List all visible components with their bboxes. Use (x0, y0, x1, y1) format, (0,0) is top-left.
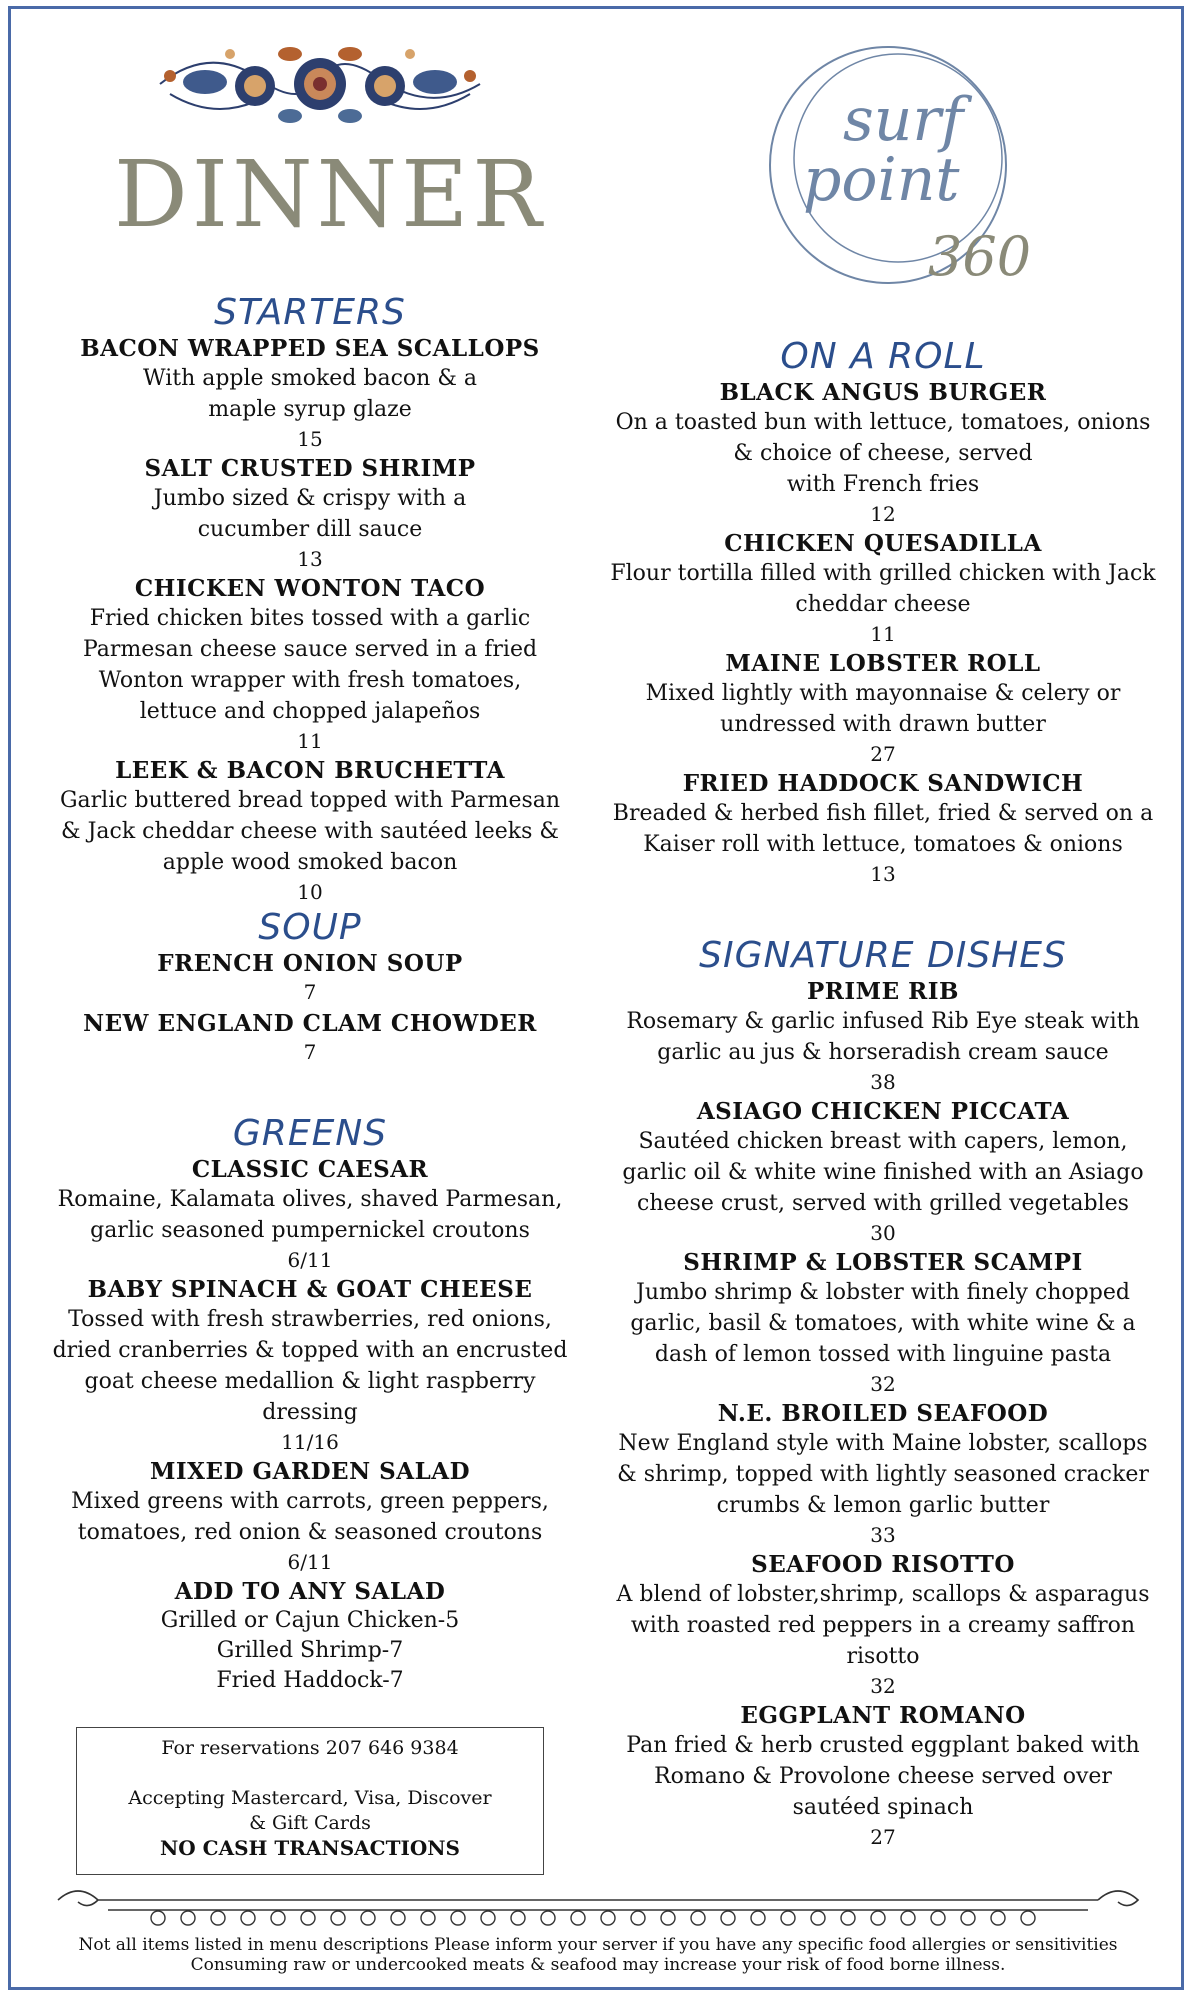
swirl-loop (781, 1911, 795, 1925)
item-name: LEEK & BACON BRUCHETTA (115, 757, 505, 784)
logo-text-360: 360 (928, 225, 1032, 288)
item-desc: garlic seasoned pumpernickel croutons (90, 1218, 530, 1243)
menu-item (52, 1457, 568, 1577)
item-price: 7 (303, 1040, 317, 1064)
item-price: 12 (870, 502, 896, 526)
swirl-loop (901, 1911, 915, 1925)
item-desc: New England style with Maine lobster, scallops (618, 1431, 1148, 1456)
logo-text-point: point (803, 145, 960, 215)
item-desc: Parmesan cheese sauce served in a fried (82, 637, 538, 662)
item-desc: Sautéed chicken breast with capers, lemon, (638, 1129, 1128, 1154)
item-price: 13 (870, 862, 896, 886)
swirl-loop (271, 1911, 285, 1925)
item-desc: cheese crust, served with grilled vegetables (637, 1191, 1129, 1216)
swirl-loop (181, 1911, 195, 1925)
swirl-loop (301, 1911, 315, 1925)
item-name: ASIAGO CHICKEN PICCATA (696, 1098, 1070, 1125)
menu-item (52, 756, 568, 907)
swirl-loop (601, 1911, 615, 1925)
item-desc: Romaine, Kalamata olives, shaved Parmesan, (57, 1187, 563, 1212)
item-name: MAINE LOBSTER ROLL (725, 650, 1041, 677)
allergy-notice: Not all items listed in menu descriptions Please inform your server if you have any specific food allergies or sensitivities (78, 1935, 1118, 1955)
item-desc: undressed with drawn butter (720, 712, 1046, 737)
swirl-loop (571, 1911, 585, 1925)
item-desc: Breaded & herbed fish fillet, fried & served on a (612, 801, 1154, 826)
swirl-loop (451, 1911, 465, 1925)
swirl-loop (211, 1911, 225, 1925)
swirl-loop (871, 1911, 885, 1925)
item-desc: Tossed with fresh strawberries, red onions, (68, 1307, 552, 1332)
swirl-loop (541, 1911, 555, 1925)
swirl-loop (961, 1911, 975, 1925)
item-desc: garlic au jus & horseradish cream sauce (657, 1040, 1109, 1065)
menu-item (598, 529, 1168, 649)
item-desc: apple wood smoked bacon (162, 850, 458, 875)
section-title-soup: SOUP (258, 907, 362, 948)
swirl-loop (511, 1911, 525, 1925)
menu-item (52, 1009, 568, 1067)
item-desc: maple syrup glaze (208, 397, 412, 422)
folk-floral-ornament-icon (150, 24, 490, 144)
add-on-line: Fried Haddock-7 (216, 1668, 404, 1693)
swirl-loop (331, 1911, 345, 1925)
left-column (52, 292, 568, 1696)
item-desc: Rosemary & garlic infused Rib Eye steak with (626, 1009, 1140, 1034)
item-name: SALT CRUSTED SHRIMP (144, 455, 476, 482)
item-desc: Fried chicken bites tossed with a garlic (89, 606, 531, 631)
item-name: CHICKEN WONTON TACO (134, 575, 486, 602)
item-name: CHICKEN QUESADILLA (724, 530, 1042, 557)
swirl-loop (151, 1911, 165, 1925)
item-desc: with roasted red peppers in a creamy saffron (630, 1613, 1136, 1638)
item-desc: & shrimp, topped with lightly seasoned cracker (617, 1462, 1149, 1487)
menu-item (52, 574, 568, 756)
item-desc: with French fries (786, 472, 980, 497)
item-desc: Kaiser roll with lettuce, tomatoes & onions (643, 832, 1123, 857)
item-price: 30 (870, 1221, 896, 1245)
swirl-loop (241, 1911, 255, 1925)
item-desc: Romano & Provolone cheese served over (654, 1764, 1112, 1789)
swirl-loop (811, 1911, 825, 1925)
item-desc: garlic oil & white wine finished with an Asiago (622, 1160, 1144, 1185)
menu-item (598, 1248, 1168, 1399)
add-to-salad (52, 1577, 568, 1696)
no-cash-notice: NO CASH TRANSACTIONS (160, 1836, 460, 1860)
menu-item (598, 1097, 1168, 1248)
menu-item (52, 334, 568, 454)
item-price: 6/11 (287, 1550, 333, 1574)
item-price: 13 (297, 547, 323, 571)
item-desc: A blend of lobster,shrimp, scallops & asparagus (616, 1582, 1150, 1607)
item-desc: tomatoes, red onion & seasoned croutons (77, 1520, 543, 1545)
item-desc: lettuce and chopped jalapeños (139, 699, 481, 724)
item-price: 7 (303, 980, 317, 1004)
item-price: 33 (870, 1523, 896, 1547)
item-desc: goat cheese medallion & light raspberry (84, 1369, 536, 1394)
item-desc: cucumber dill sauce (197, 517, 423, 542)
item-price: 32 (870, 1674, 896, 1698)
swirl-loop (421, 1911, 435, 1925)
item-desc: Garlic buttered bread topped with Parmesan (59, 788, 561, 813)
item-desc: Jumbo sized & crispy with a (153, 486, 467, 511)
logo-text-surf: surf (843, 85, 964, 155)
section-title-greens: GREENS (232, 1113, 388, 1154)
right-column (598, 336, 1168, 1852)
item-price: 11/16 (281, 1430, 339, 1454)
item-desc: Pan fried & herb crusted eggplant baked with (626, 1733, 1140, 1758)
swirl-loop (661, 1911, 675, 1925)
menu-item (598, 1550, 1168, 1701)
add-on-line: Grilled or Cajun Chicken-5 (160, 1608, 460, 1633)
menu-item (598, 1701, 1168, 1852)
accepted-cards: Accepting Mastercard, Visa, Discover (128, 1787, 492, 1809)
item-desc: Jumbo shrimp & lobster with finely chopped (636, 1280, 1130, 1305)
item-name: MIXED GARDEN SALAD (149, 1458, 471, 1485)
item-price: 27 (870, 1825, 896, 1849)
menu-item (598, 649, 1168, 769)
item-desc: dried cranberries & topped with an encrusted (52, 1338, 568, 1363)
item-name: CLASSIC CAESAR (191, 1156, 429, 1183)
item-desc: risotto (846, 1644, 920, 1669)
swirl-loop (991, 1911, 1005, 1925)
swirl-loop (481, 1911, 495, 1925)
swirl-loop (841, 1911, 855, 1925)
item-desc: dash of lemon tossed with linguine pasta (654, 1342, 1112, 1367)
item-desc: Mixed lightly with mayonnaise & celery or (645, 681, 1121, 706)
swirl-loop (931, 1911, 945, 1925)
item-desc: With apple smoked bacon & a (142, 366, 478, 391)
menu-item (598, 1399, 1168, 1550)
accepted-cards-2: & Gift Cards (249, 1812, 371, 1834)
swirl-loop (1021, 1911, 1035, 1925)
reservations-phone: For reservations 207 646 9384 (161, 1737, 459, 1759)
item-name: SEAFOOD RISOTTO (751, 1551, 1015, 1578)
item-desc: Flour tortilla filled with grilled chicken with Jack (610, 561, 1156, 586)
swirl-loop (691, 1911, 705, 1925)
item-name: EGGPLANT ROMANO (740, 1702, 1026, 1729)
item-desc: & choice of cheese, served (733, 441, 1033, 466)
item-desc: & Jack cheddar cheese with sautéed leeks & (61, 819, 559, 844)
item-desc: sautéed spinach (792, 1795, 974, 1820)
item-price: 27 (870, 742, 896, 766)
item-name: SHRIMP & LOBSTER SCAMPI (683, 1249, 1083, 1276)
menu-item (52, 1155, 568, 1275)
reservations-box (76, 1727, 544, 1875)
swirl-loop (631, 1911, 645, 1925)
item-name: NEW ENGLAND CLAM CHOWDER (83, 1010, 537, 1037)
item-name: ADD TO ANY SALAD (174, 1578, 446, 1605)
swirl-border-ornament-icon (48, 1880, 1148, 1926)
item-price: 11 (870, 622, 896, 646)
item-desc: cheddar cheese (795, 592, 971, 617)
item-name: BABY SPINACH & GOAT CHEESE (87, 1276, 533, 1303)
swirl-loop (391, 1911, 405, 1925)
item-price: 6/11 (287, 1248, 333, 1272)
item-name: FRIED HADDOCK SANDWICH (682, 770, 1084, 797)
section-title-signature-dishes: SIGNATURE DISHES (699, 935, 1067, 976)
item-price: 38 (870, 1070, 896, 1094)
menu-item (598, 977, 1168, 1097)
surf-point-logo-icon (758, 40, 1078, 310)
menu-item (52, 454, 568, 574)
item-name: BLACK ANGUS BURGER (719, 379, 1047, 406)
raw-food-warning: Consuming raw or undercooked meats & seafood may increase your risk of food borne illness. (190, 1955, 1006, 1975)
item-desc: crumbs & lemon garlic butter (716, 1493, 1050, 1518)
swirl-loop (751, 1911, 765, 1925)
item-desc: dressing (262, 1400, 358, 1425)
swirl-loop (361, 1911, 375, 1925)
item-price: 11 (297, 729, 323, 753)
item-desc: Mixed greens with carrots, green peppers, (71, 1489, 549, 1514)
item-name: FRENCH ONION SOUP (157, 950, 463, 977)
item-price: 10 (297, 880, 323, 904)
item-name: PRIME RIB (807, 978, 959, 1005)
menu-item (598, 378, 1168, 529)
menu-item (52, 949, 568, 1007)
add-on-line: Grilled Shrimp-7 (216, 1638, 404, 1663)
footer-notice (20, 1935, 1176, 1975)
item-name: BACON WRAPPED SEA SCALLOPS (80, 335, 540, 362)
menu-item (52, 1275, 568, 1457)
swirl-loop (721, 1911, 735, 1925)
item-desc: garlic, basil & tomatoes, with white wine & a (630, 1311, 1136, 1336)
menu-item (598, 769, 1168, 889)
item-price: 15 (297, 427, 323, 451)
page-title: DINNER (114, 141, 546, 248)
section-title-starters: STARTERS (214, 292, 406, 333)
section-title-on-a-roll: ON A ROLL (780, 336, 986, 377)
item-price: 32 (870, 1372, 896, 1396)
item-desc: On a toasted bun with lettuce, tomatoes, onions (615, 410, 1151, 435)
item-desc: Wonton wrapper with fresh tomatoes, (98, 668, 522, 693)
item-name: N.E. BROILED SEAFOOD (717, 1400, 1049, 1427)
